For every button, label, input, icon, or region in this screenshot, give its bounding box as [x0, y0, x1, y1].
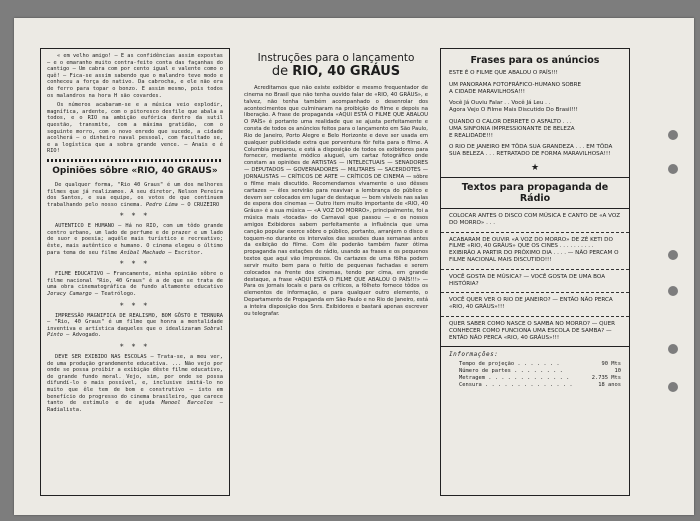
- intro-paragraph: Os números acabaram-se e a música veio explodir, magnífica, ardente, com o pitoresco desfile que abala a todos, e o RIO na ambição eufórica dentro da sutil questão, transmite, com a máxima gratidão, com o seguinte morro, com o novo enredo que sucede, a cidade acolherá — o dinheiro naval pessoal, com facultado se, e a logística que a sobra grande vence. — Anais e é RIO!: [47, 102, 223, 155]
- divider: [441, 177, 629, 178]
- opinions-title: Opiniões sôbre «RIO, 40 GRAUS»: [52, 165, 218, 176]
- info-row: Metragem . . . . . . . . . . . . . 2.735 Mts: [459, 375, 621, 382]
- divider: [441, 208, 629, 209]
- divider: [441, 232, 629, 233]
- opinion-source: O CRUZEIRO: [187, 201, 220, 208]
- opinion-source: Escritor.: [174, 249, 204, 256]
- opinion-item: De qualquer forma, "Rio 40 Graus" é um dos melhores filmes que já realizamos. A seu diretor, Nelson Pereira dos Santos, e sua equipe, os votos de que continuem trabalhando pelo nosso cinema. Pedro Lima — O CRUZEIRO: [47, 181, 223, 208]
- opinion-text: AUTENTICO E HUMANO — Há no RIO, com um tôdo grande centro urbano, um lado de perfume e de prazer e um lado de suor e poesia; aquêle mais turístico e recreativo; êste, mais autêntico e humano. O cinema elegeu o último para tema de seu filme: [47, 223, 223, 256]
- opinion-source: Advogado.: [72, 332, 102, 339]
- opinion-text: De qualquer forma, "Rio 40 Graus" é um dos melhores filmes que já realizamos. A seu diretor, Nelson Pereira dos Santos, e sua equipe, os votos de que continuem trabalhando pelo nosso cinema.: [47, 181, 223, 208]
- opinion-text: FILME EDUCATIVO — Francamente, minha opinião sôbre o filme nacional "Rio, 40 Graus" é a de que se trata de uma obra cinematográfica de fundo altamente educativo: [47, 271, 223, 291]
- radio-text: QUER SABER COMO NASCE O SAMBA NO MORRO? — QUER CONHECER COMO FUNCIONA UMA ESCOLA DE SAMBA? — ENTÃO NÃO PERCA «RIO, 40 GRÁUS»!!!: [449, 320, 616, 341]
- opinion-author: Joracy Camargo: [47, 291, 92, 298]
- separator-stars: * * *: [120, 301, 150, 310]
- title-line: Instruções para o lançamento: [257, 52, 415, 64]
- punch-hole: [668, 382, 678, 392]
- info-title: Informações:: [449, 351, 499, 359]
- radio-text: VOCÊ QUER VER O RIO DE JANEIRO? — ENTÃO NÃO PERCA «RIO, 40 GRÁUS»!!!: [449, 297, 613, 311]
- punch-hole: [668, 130, 678, 140]
- instructions-body: Acreditamos que não existe exibidor e mesmo frequentador de cinema no Brasil que não tenha ouvido falar de «RIO, 40 GRÁUS», e talvez, não tenha também acompanhado o desenrolar dos acontecimentos que culminaram na proibição do filme e depois na liberação. A frase de propaganda «AQUI ESTÁ O FILME QUE ABALOU O PAÍS» é portanto uma realidade que se ajusta perfeitamente e consta de todos os anúncios feitos para o lançamento em São Paulo, Rio de Janeiro, Porto Alegre e Belo Horizonte e deve ser usada em qualquer publicidade extra que porventura fôr feita para o filme. A Columbia preparou, e está a disposição de todos os exibidores para fornecer, mediante módico aluguel, um cartaz fotográfico onde constam as opiniões de ARTISTAS — INTELECTUAIS — SENADORES — DEPUTADOS — GOVERNADORES — MILITARES — SACERDOTES — JORNALISTAS — CRÍTICOS DE ARTE — CRÍTICOS DE CINEMA — sôbre o filme mais discutido. Recomendamos vivamente o uso dêsses cartazes — êles servirão para reavivar a lembrança do público e devem ser colocados em lugar de destaque — bem visíveis nas salas de espera dos cinemas — Outro item muito importante de «RIO, 40 Gráus» é a sua música — «A VOZ DO MORRO», principalmente, foi a música mais «tocada» do Carnaval que passou — e os nossos amigos Exibidores sabem perfeitamente a influência que uma canção popular exerce sôbre o público, portanto, arranjem o disco e toquem-no durante os intervalos das sessões duas semanas antes da exibição do filme. Com êle poderão também fazer ótima propaganda nas estações de rádio, usando as frases e os pequenos textos que aqui vão impressos. Os cartazes de uma fôlha podem servir muito bem para o feitio de pequenas fachadas e serem colocados na frente dos cinemas, tendo por cima, em grande destaque, a frase «AQUI ESTÁ O FILME QUE ABALOU O PAÍS!!!» — Para os jornais locais e para os críticos, a fôlheto fornece tôdos os elementos de informação, e para qualquer outro elemento, o Departamento de Propaganda em São Paulo e no Rio de Janeiro, está a inteira disposição dos Snrs. Exibidores e bastará apenas escrever ou telegrafar.: [244, 85, 428, 317]
- separator-stars: * * *: [120, 212, 150, 221]
- intro-paragraph: « em velho amigo! — E as confidências assim expostas — e o emaranho muito contra-feito conta das façanhas do cantigo — Um cabra com por cento igual e valente como o quê! — Fica-se assim sabendo que o malandro teve modo e conheceu a força do nativo. Da cabrocha, e ele não era de ferro para topar o bonzo. E assim mesmo, pois todos os malandros na hora H são covardes.: [47, 53, 223, 99]
- film-title: RIO, 40 GRÁUS: [292, 64, 401, 79]
- ad-phrase: QUANDO O CALOR DERRETE O ASFALTO . . . UMA SINFONIA IMPRESSIONANTE DE BELEZA E REALIDADE!!!: [449, 118, 575, 139]
- divider: [47, 159, 223, 162]
- radio-text: COLOCAR ANTES O DISCO COM MÚSICA E CANTO DE «A VOZ DO MORRO» . . .: [449, 212, 621, 226]
- printed-sheet: [14, 18, 694, 515]
- separator-stars: * * *: [120, 343, 150, 351]
- opinion-source: Teatrólogo.: [101, 291, 137, 298]
- punch-hole: [668, 250, 678, 260]
- opinion-author: Pedro Lima: [145, 201, 178, 208]
- star-icon: ★: [530, 162, 540, 173]
- instructions-title: [240, 52, 432, 79]
- title-prefix: de: [271, 64, 289, 79]
- ad-phrase: Você Já Ouviu Falar . . Você Já Leu . . Agora Vejo O Filme Mais Discutido Do Brasil!!!: [449, 100, 578, 114]
- opinion-text: IMPRESSÃO MAGNIFICA DE REALISMO, BOM GÔSTO E TERNURA — "Rio, 40 Graus" é um filme que honra a mentalidade inventiva e artística daqueles que o idealizaram: [47, 312, 223, 332]
- radio-text: ACABARAM DE OUVIR «A VOZ DO MORRO» DE ZÉ KETI DO FILME «RIO, 40 GRÁUS» QUE OS CINES . . . . . . . . . . EXIBIRÃO A PARTIR DO PRÓXIMO DIA . . . . — NÃO PERCAM O FILME NACIONAL MAIS DISCUTIDO!!!: [449, 236, 619, 263]
- divider: [441, 346, 629, 347]
- opinion-item: IMPRESSÃO MAGNIFICA DE REALISMO, BOM GÔSTO E TERNURA — "Rio, 40 Graus" é um filme que honra a mentalidade inventiva e artística daqueles que o idealizaram Sobral Pinto — Advogado.: [47, 312, 223, 339]
- info-row: Número de partes . . . . . . . . 10: [459, 368, 621, 375]
- opinion-item: AUTENTICO E HUMANO — Há no RIO, com um tôdo grande centro urbano, um lado de perfume e de prazer e um lado de suor e poesia; aquêle mais turístico e recreativo; êste, mais autêntico e humano. O cinema elegeu o último para tema de seu filme Aníbal Machado — Escritor.: [47, 223, 223, 256]
- info-row: Tempo de projeção . . . . . . . 90 Mts: [459, 361, 621, 368]
- punch-hole: [668, 164, 678, 174]
- phrases-column: [440, 48, 630, 496]
- punch-hole: [668, 344, 678, 354]
- opinion-text: DEVE SER EXIBIDO NAS ESCOLAS — Trata-se, a meu ver, de uma produção grandemente educativa. ... Não vejo por onde se possa proibir a exibição dêste filme educativo, de grande fundo moral. Vejo, sim, por onde se possa difundí-lo o mais possível, e, inclusive imitá-lo no muito que êle tem de bom e construtivo — isto em benefício do progresso do cinema brasileiro, que carece tanto de estímulo e de ajuda: [47, 354, 223, 407]
- ad-phrase: UM PANORAMA FOTOFRÁFICO-HUMANO SOBRE A CIDADE MARAVILHOSA!!!: [449, 81, 582, 95]
- phrases-title: Frases para os anúncios: [470, 55, 600, 66]
- divider: [441, 292, 629, 293]
- opinion-item: DEVE SER EXIBIDO NAS ESCOLAS — Trata-se, a meu ver, de uma produção grandemente educativa. ... Não vejo por onde se possa proibir a exibição dêste filme educativo, de grande fundo moral. Vejo, sim, por onde se possa difundí-lo o mais possível, e, inclusive imitá-lo no muito que êle tem de bom e construtivo — isto em benefício do progresso do cinema brasileiro, que carece tanto de estímulo e de ajuda Manoel Barcelos — Radialista.: [47, 354, 223, 413]
- opinion-author: Aníbal Machado: [120, 249, 166, 256]
- divider: [441, 316, 629, 317]
- opinion-item: FILME EDUCATIVO — Francamente, minha opinião sôbre o filme nacional "Rio, 40 Graus" é a de que se trata de uma obra cinematográfica de fundo altamente educativo Joracy Camargo — Teatrólogo.: [47, 271, 223, 298]
- opinion-source: Radialista.: [47, 406, 83, 413]
- divider: [441, 269, 629, 270]
- opinion-author: Manoel Barcelos: [161, 400, 213, 407]
- punch-hole: [668, 286, 678, 296]
- instructions-column: [240, 48, 432, 496]
- separator-stars: * * *: [120, 260, 150, 269]
- opinion-author: Sobral Pinto: [47, 325, 223, 339]
- radio-text: VOCÊ GOSTA DE MÚSICA? — VOCÊ GOSTA DE UMA BOA HISTÓRIA?: [449, 273, 606, 287]
- info-row: Censura . . . . . . . . . . . . . . 18 anos: [459, 382, 621, 389]
- opinions-column: [40, 48, 230, 496]
- radio-title: Textos para propaganda de Rádio: [461, 181, 609, 204]
- ad-phrase: O RIO DE JANEIRO EM TÔDA SUA GRANDEZA . . . EM TÔDA SUA BELEZA . . . RETRATADO DE FORMA MARAVILHOSA!!!: [449, 144, 613, 158]
- ad-phrase: ESTE É O FILME QUE ABALOU O PAÍS!!!: [449, 70, 558, 76]
